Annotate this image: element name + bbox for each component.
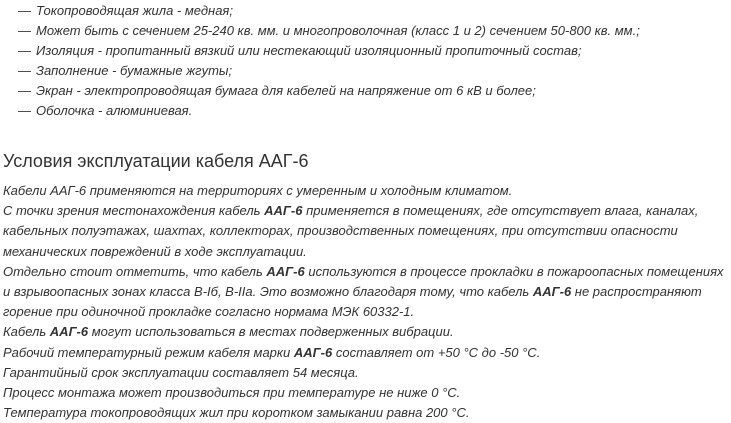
list-item xyxy=(18,81,640,101)
paragraph-short-circuit: Температура токопроводящих жил при коротком замыкании равна 200 °С. xyxy=(3,405,470,421)
list-item xyxy=(18,41,640,61)
cable-brand: ААГ-6 xyxy=(293,344,333,360)
paragraph-climate: Кабели ААГ-6 применяются на территориях с умеренным и холодным климатом. xyxy=(3,183,513,198)
list-item-text: Изоляция - пропитанный вязкий или нестекающий изоляционный пропиточный состав; xyxy=(36,43,582,58)
list-dash: — xyxy=(18,63,31,78)
list-dash: — xyxy=(18,83,31,98)
cable-brand: ААГ-6 xyxy=(266,263,305,279)
list-item xyxy=(18,21,640,41)
cable-brand: ААГ-6 xyxy=(532,284,572,300)
list-item xyxy=(18,101,640,121)
list-item-text: Токопроводящая жила - медная; xyxy=(36,3,233,18)
paragraph-location: С точки зрения местонахождения кабель ААГ-6 применяется в помещениях, где отсутствует влага, каналах, кабельных полуэтажах, шахтах, коллекторах, производственных помещениях, при отсутствии опасности механических повреждений в ходе эксплуатации. xyxy=(3,203,699,259)
paragraph-installation: Процесс монтажа может производиться при температуре не ниже 0 °С. xyxy=(3,385,461,401)
construction-list xyxy=(18,1,640,121)
cable-brand: ААГ-6 xyxy=(49,324,89,340)
paragraph-warranty: Гарантийный срок эксплуатации составляет 54 месяца. xyxy=(3,364,359,380)
section-heading: Условия эксплуатации кабеля ААГ-6 xyxy=(3,151,309,171)
cable-brand: ААГ-6 xyxy=(264,203,303,219)
paragraph-fire-safety: Отдельно стоит отметить, что кабель ААГ-6 используются в процессе прокладки в пожароопасных помещениях и взрывоопасных зонах класса В-Iб, В-IIа. Это возможно благодаря тому, что кабель ААГ-6 не распространяют горение при одиночной прокладке согласно нормама МЭК 60332-1. xyxy=(3,263,724,320)
list-item xyxy=(18,1,640,21)
list-dash: — xyxy=(18,103,31,118)
list-item-text: Экран - электропроводящая бумага для кабелей на напряжение от 6 кВ и более; xyxy=(36,83,536,98)
paragraph-temperature: Рабочий температурный режим кабеля марки ААГ-6 составляет от +50 °С до -50 °С. xyxy=(3,344,541,360)
list-item-text: Заполнение - бумажные жгуты; xyxy=(36,63,233,78)
paragraph-vibration: Кабель ААГ-6 могут использоваться в местах подверженных вибрации. xyxy=(3,324,454,340)
list-item-text: Может быть с сечением 25-240 кв. мм. и многопроволочная (класс 1 и 2) сечением 50-800 кв. мм.; xyxy=(36,23,640,38)
list-dash: — xyxy=(18,23,31,38)
list-dash: — xyxy=(18,43,31,58)
section-body xyxy=(3,181,727,423)
list-item xyxy=(18,61,640,81)
list-item-text: Оболочка - алюминиевая. xyxy=(36,103,193,118)
list-dash: — xyxy=(18,3,31,18)
